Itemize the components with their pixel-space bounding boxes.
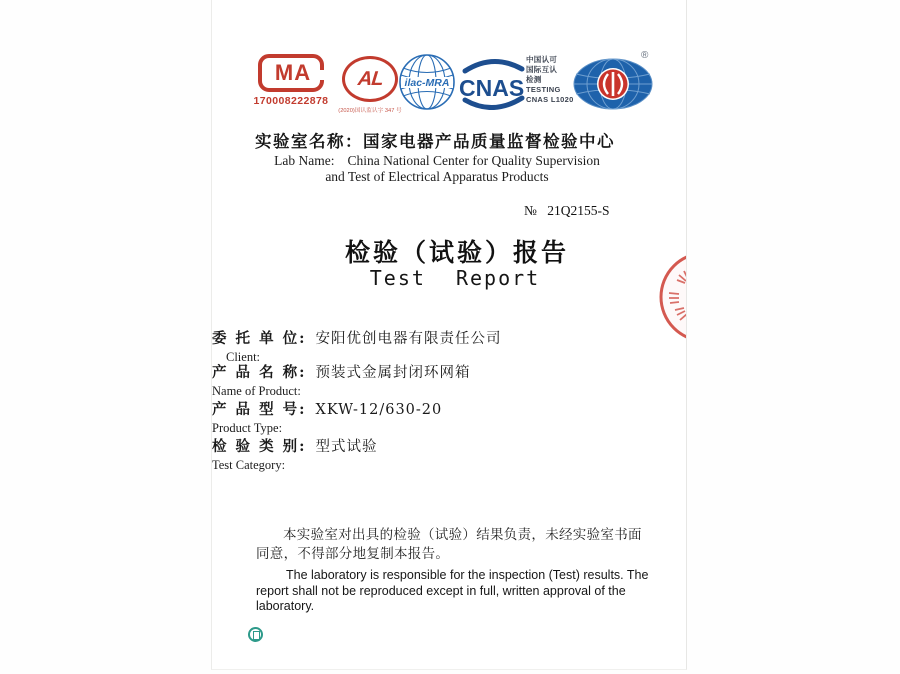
field-row-product-name	[212, 361, 471, 399]
field-row-product-type	[212, 398, 442, 436]
cma-logo-frame	[258, 54, 324, 92]
cma-certificate-number: 170008222878	[253, 95, 329, 107]
product-name-label-cn: 产 品 名 称:	[212, 364, 307, 381]
report-number: № 21Q2155-S	[524, 203, 610, 218]
client-value: 安阳优创电器有限责任公司	[315, 331, 502, 347]
cma-logo-letters: MA	[274, 60, 312, 85]
cnas-logo-text: CNAS	[459, 75, 525, 101]
cal-logo-icon	[334, 56, 406, 114]
teal-mini-seal-icon	[248, 627, 263, 642]
disclaimer-en: The laboratory is responsible for the inspection (Test) results. The report shall not be reproduced except in full, written approval of the laboratory.	[256, 568, 649, 613]
client-label-cn: 委 托 单 位:	[212, 330, 307, 347]
test-category-value: 型式试验	[315, 439, 378, 455]
disclaimer-cn: 本实验室对出具的检验（试验）结果负责，未经实验室书面同意，不得部分地复制本报告。	[256, 527, 642, 562]
product-type-label-cn: 产 品 型 号:	[212, 401, 307, 418]
cal-logo-frame	[342, 56, 398, 102]
lab-name-en-line2: and Test of Electrical Apparatus Products	[325, 169, 549, 184]
cnas-accreditation-text: 中国认可 国际互认 检测 TESTING CNAS L1020	[526, 55, 574, 104]
registered-trademark-icon: ®	[641, 50, 649, 61]
product-name-label-en: Name of Product:	[212, 384, 301, 398]
certification-logo-bar	[212, 0, 687, 120]
field-row-test-category	[212, 435, 378, 473]
field-row-client	[212, 327, 502, 365]
lab-name-en-line1: Lab Name: China National Center for Quality Supervision	[274, 153, 600, 168]
report-title-en: Test Report	[369, 266, 541, 290]
red-seal-stamp-icon	[657, 249, 687, 345]
lab-name-cn: 实验室名称：国家电器产品质量监督检验中心	[255, 132, 615, 151]
report-title-cn: 检验（试验）报告	[344, 238, 569, 267]
cma-logo-icon	[252, 54, 330, 107]
test-category-label-cn: 检 验 类 别:	[212, 438, 307, 455]
lab-name-label: Lab Name:	[274, 153, 335, 168]
client-label-en: Client:	[226, 350, 261, 364]
report-page	[211, 0, 687, 670]
globe-emblem-logo-icon	[572, 57, 654, 116]
test-category-label-en: Test Category:	[212, 458, 286, 472]
ilac-mra-logo-icon	[398, 53, 456, 116]
product-type-label-en: Product Type:	[212, 421, 283, 435]
product-type-value: XKW-12/630-20	[315, 402, 443, 418]
cnas-logo-icon	[458, 58, 528, 115]
cal-logo-letters: AL	[356, 67, 384, 90]
cal-certificate-caption: (2020)国认监认字 347 号	[338, 108, 402, 114]
product-name-value: 预装式金属封闭环网箱	[315, 365, 471, 381]
ilac-mra-logo-text: ilac-MRA	[404, 77, 450, 89]
